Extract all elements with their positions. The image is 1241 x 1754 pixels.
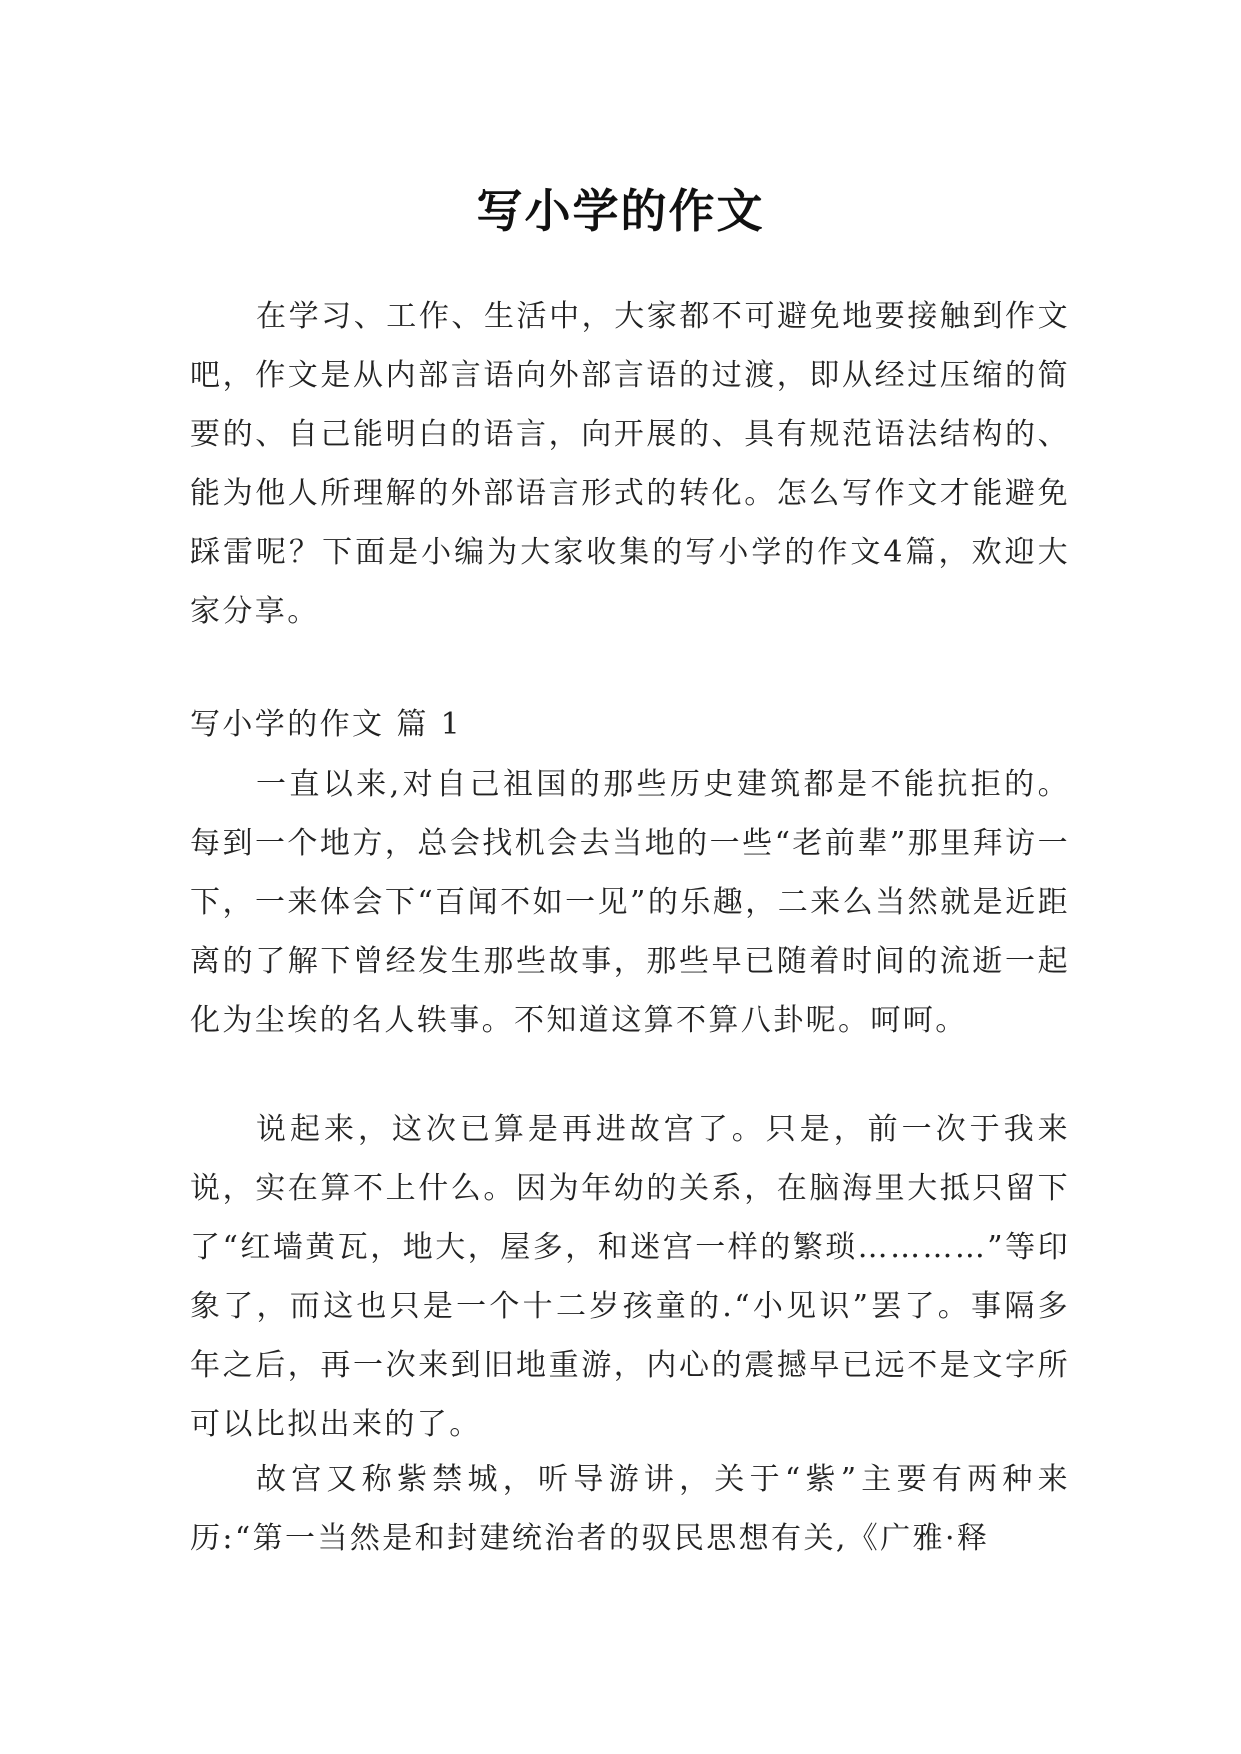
body-paragraph-2: 说起来，这次已算是再进故宫了。只是，前一次于我来说，实在算不上什么。因为年幼的关系，在脑海里大抵只留下了“红墙黄瓦，地大，屋多，和迷宫一样的繁琐…………”等印象了，而这也只是一个十二岁孩童的.“小见识”罢了。事隔多年之后，再一次来到旧地重游，内心的震撼早已远不是文字所可以比拟出来的了。	[190, 1112, 1070, 1442]
body-paragraph-1: 一直以来,对自己祖国的那些历史建筑都是不能抗拒的。每到一个地方，总会找机会去当地的一些“老前辈”那里拜访一下，一来体会下“百闻不如一见”的乐趣，二来么当然就是近距离的了解下曾经发生那些故事，那些早已随着时间的流逝一起化为尘埃的名人轶事。不知道这算不算八卦呢。呵呵。	[190, 767, 1070, 1038]
document-title: 写小学的作文	[476, 183, 765, 238]
section-heading: 写小学的作文 篇 1	[190, 707, 463, 742]
body-paragraph-3: 故宫又称紫禁城，听导游讲，关于“紫”主要有两种来历:“第一当然是和封建统治者的驭民思想有关,《广雅·释	[190, 1462, 1070, 1556]
intro-paragraph: 在学习、工作、生活中，大家都不可避免地要接触到作文吧，作文是从内部言语向外部言语的过渡，即从经过压缩的简要的、自己能明白的语言，向开展的、具有规范语法结构的、能为他人所理解的外部语言形式的转化。怎么写作文才能避免踩雷呢？下面是小编为大家收集的写小学的作文4篇，欢迎大家分享。	[190, 299, 1070, 629]
